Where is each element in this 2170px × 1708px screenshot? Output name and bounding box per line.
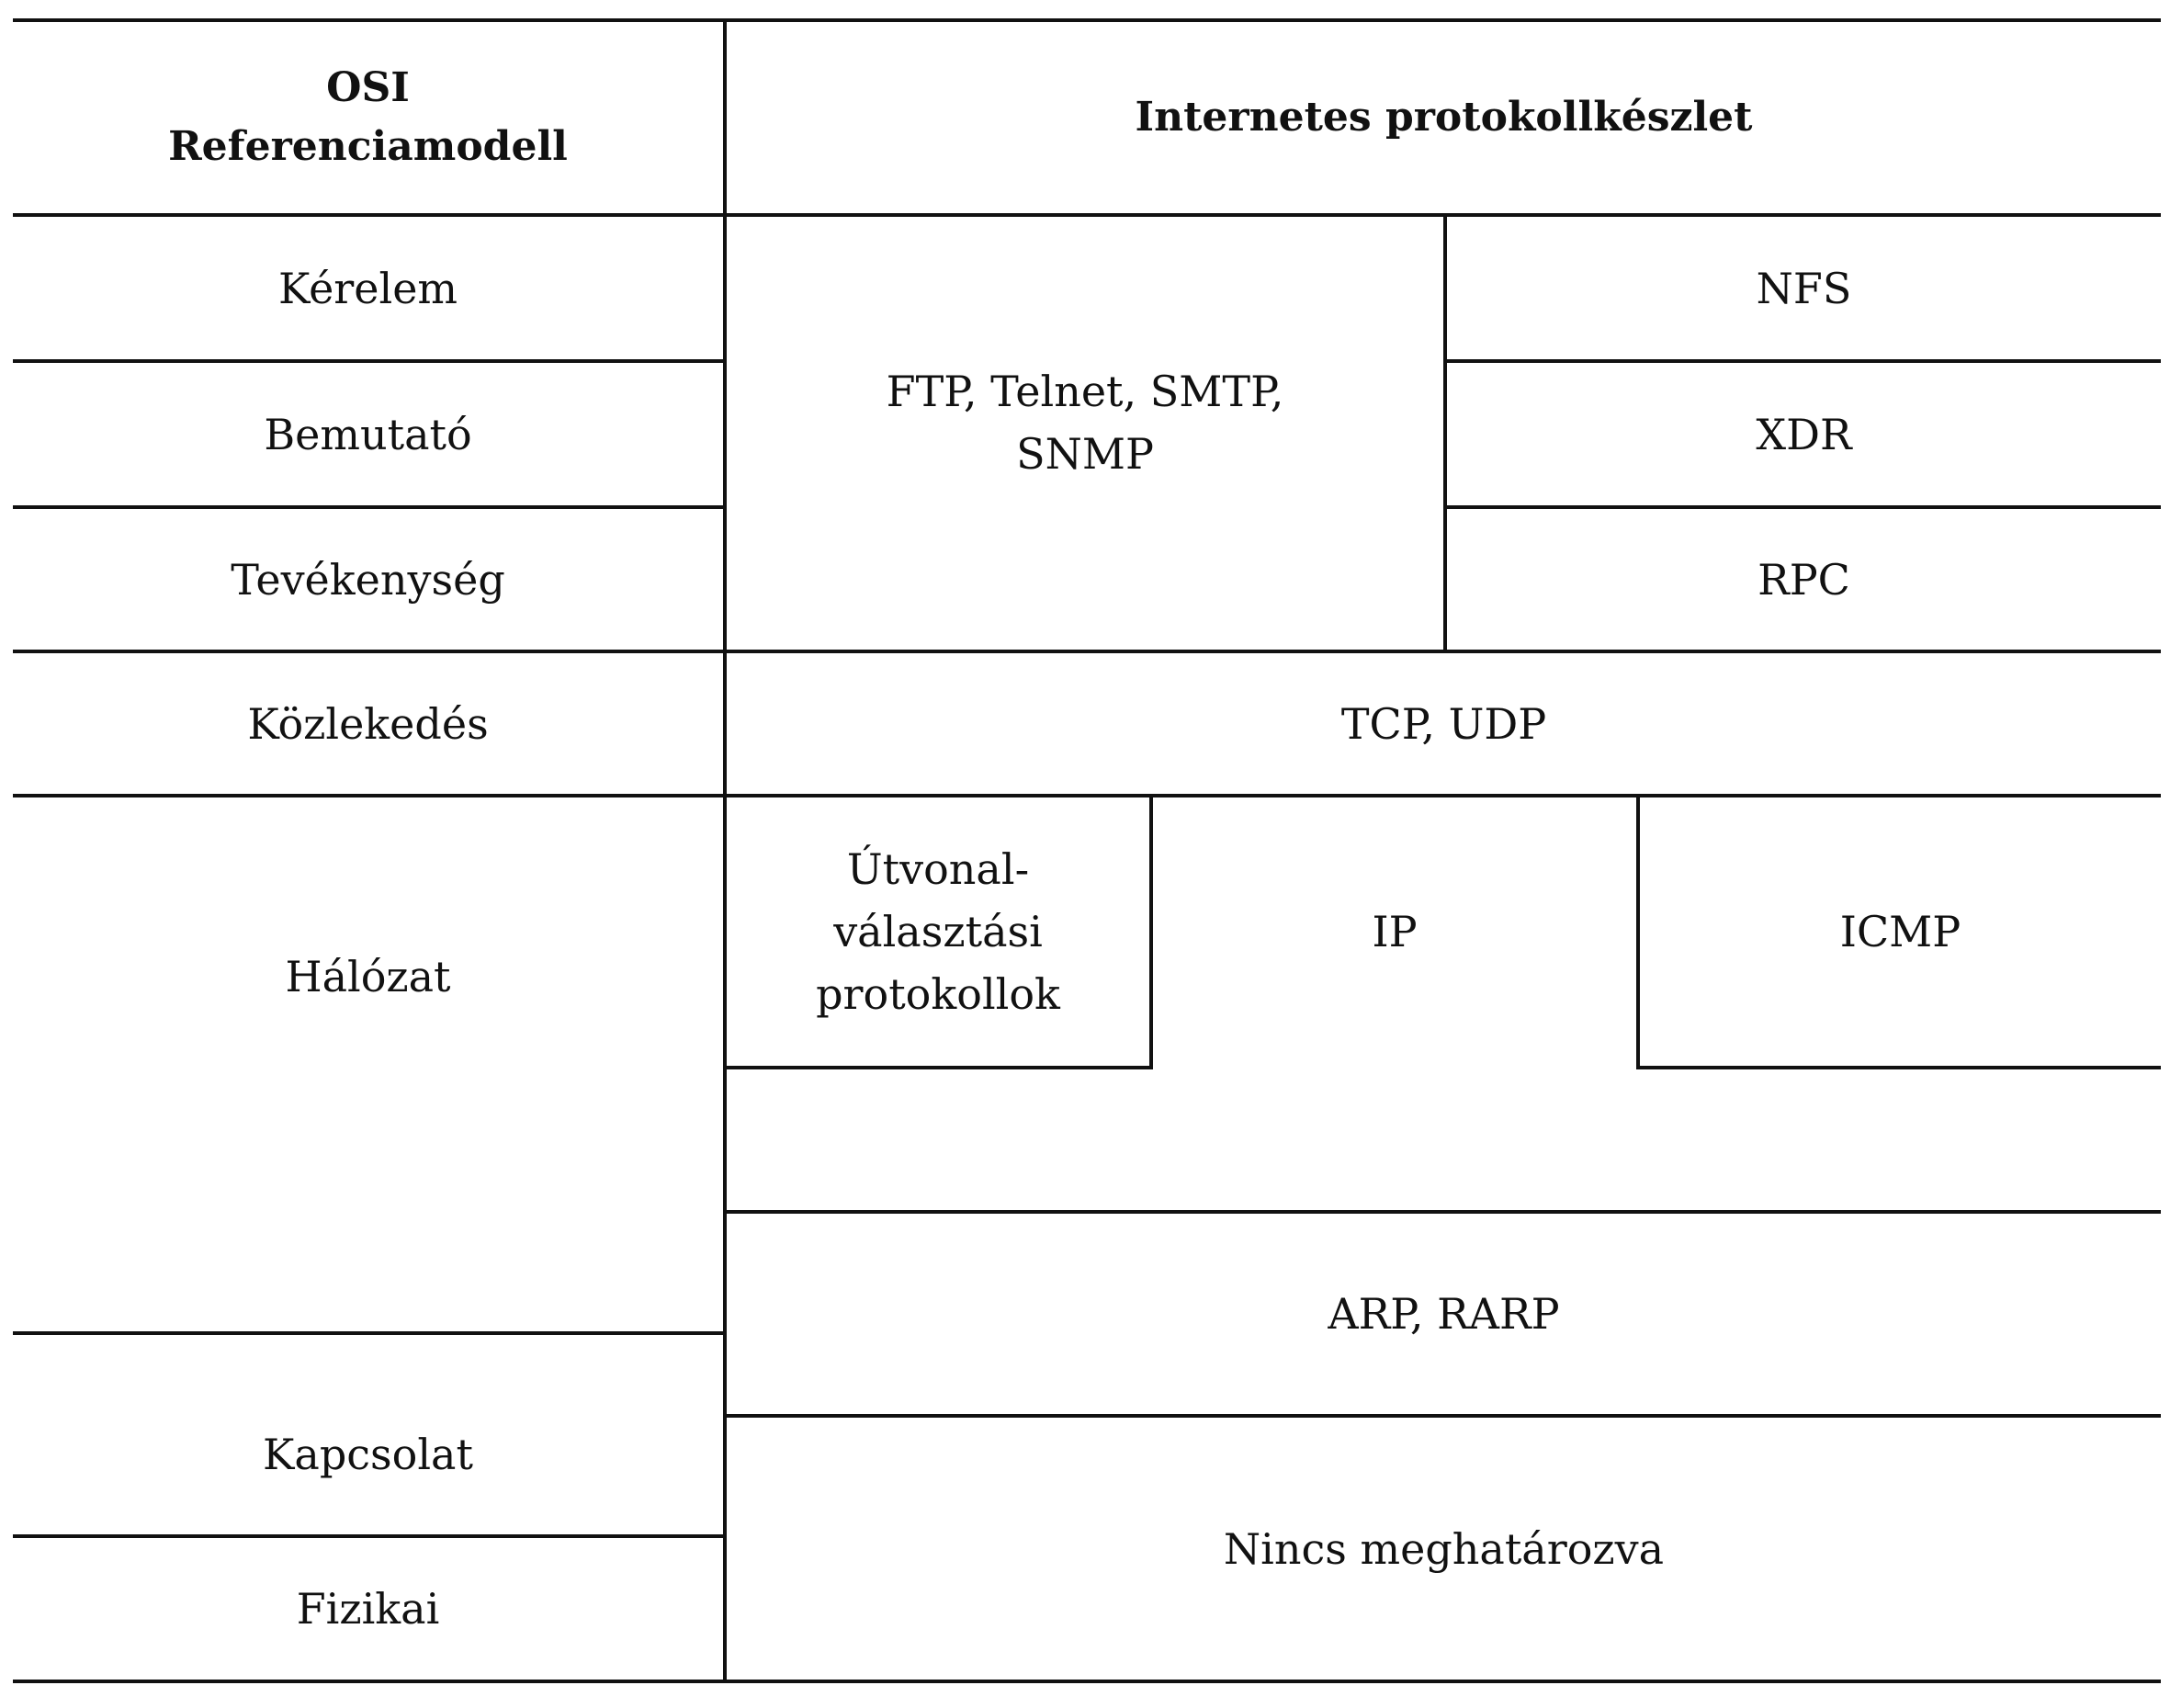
osi-layer-physical: Fizikai [296, 1584, 440, 1634]
rule-routing-bottom [725, 1066, 1153, 1069]
osi-layer-application: Kérelem [277, 263, 458, 313]
osi-layer-network: Hálózat [285, 952, 451, 1001]
ip-cell: IP [1372, 907, 1418, 956]
osi-layer-link: Kapcsolat [263, 1430, 473, 1479]
icmp-cell: ICMP [1839, 907, 1961, 956]
osi-layer-presentation: Bemutató [264, 409, 472, 459]
arp-cell: ARP, RARP [1328, 1289, 1560, 1339]
rule-icmp-bottom [1638, 1066, 2161, 1069]
routing-protocols-cell: Útvonal- választási protokollok [816, 844, 1060, 1019]
rpc-cell: RPC [1757, 554, 1850, 605]
osi-layer-transport: Közlekedés [247, 698, 489, 749]
internet-header: Internetes protokollkészlet [1135, 94, 1753, 141]
xdr-cell: XDR [1756, 409, 1852, 459]
app-protocols-cell: FTP, Telnet, SMTP, SNMP [886, 367, 1284, 479]
rule-bottom [13, 1680, 2161, 1683]
transport-protocols-cell: TCP, UDP [1340, 698, 1547, 749]
nfs-cell: NFS [1756, 263, 1852, 313]
osi-layer-session: Tevékenység [231, 554, 505, 605]
osi-header: OSI Referenciamodell [168, 64, 568, 170]
undefined-cell: Nincs meghatározva [1223, 1523, 1665, 1574]
